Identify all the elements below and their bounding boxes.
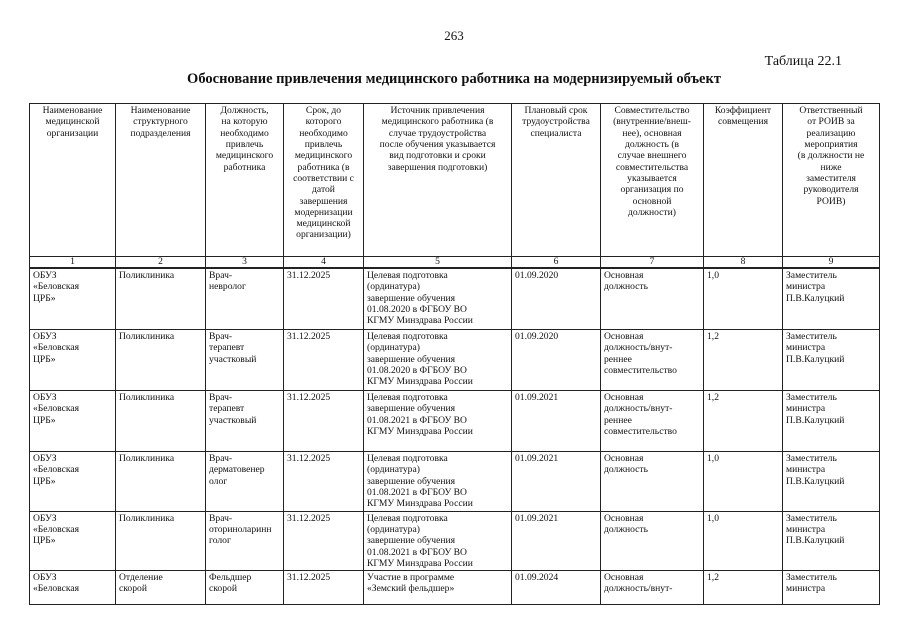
- cell-line: участковый: [209, 353, 257, 365]
- cell-line: КГМУ Минздрава России: [367, 425, 473, 437]
- position-cell: [206, 330, 284, 391]
- cell-line: завершения подготовки): [387, 161, 488, 173]
- cell-line: Заместитель: [786, 453, 837, 464]
- cell-line: модернизации: [294, 206, 353, 218]
- cell-line: совместительства: [615, 161, 689, 173]
- combination-cell: [601, 571, 704, 605]
- deadline-header: [284, 104, 364, 257]
- cell-line: Врач-: [209, 270, 233, 281]
- responsible-cell: [783, 452, 880, 512]
- cell-line: П.В.Калуцкий: [786, 292, 845, 304]
- cell-line: Поликлиника: [119, 392, 175, 403]
- planned-date-cell: [512, 452, 601, 512]
- cell-line: завершения: [299, 195, 348, 207]
- combination-cell: [601, 330, 704, 391]
- cell-line: «Беловская: [33, 464, 80, 476]
- cell-line: невролог: [209, 281, 246, 293]
- table-row: [30, 452, 880, 512]
- cell-line: «Беловская: [33, 583, 80, 595]
- column-number: 8: [704, 257, 783, 269]
- cell-line: Заместитель: [786, 572, 837, 584]
- planned-date-header: [512, 104, 601, 257]
- cell-line: «Земский фельдшер»: [367, 583, 455, 595]
- cell-line: 01.09.2024: [515, 572, 559, 584]
- cell-line: мероприятия: [804, 138, 858, 150]
- cell-line: завершение обучения: [367, 353, 456, 365]
- cell-line: нее), основная: [622, 127, 682, 139]
- cell-line: Заместитель: [786, 392, 837, 403]
- cell-line: организации: [46, 127, 99, 139]
- table-row: [30, 330, 880, 391]
- cell-line: Основная: [604, 270, 644, 281]
- cell-line: 01.09.2020: [515, 331, 559, 342]
- combination-header: [601, 104, 704, 257]
- position-cell: [206, 571, 284, 605]
- cell-line: руководителя: [803, 184, 859, 196]
- cell-line: (ординатура): [367, 342, 420, 354]
- planned-date-cell: [512, 268, 601, 330]
- document-title: Обоснование привлечения медицинского работника на модернизируемый объект: [187, 71, 721, 87]
- deadline-cell: [284, 511, 364, 571]
- cell-line: 01.09.2021: [515, 453, 559, 464]
- department-cell: [116, 452, 206, 512]
- cell-line: завершение обучения: [367, 475, 456, 487]
- organization-cell: [30, 330, 116, 391]
- cell-line: ниже: [820, 161, 842, 173]
- source-cell: [364, 330, 512, 391]
- cell-line: трудоустройства: [522, 116, 590, 128]
- cell-line: Основная: [604, 512, 644, 524]
- cell-line: ЦРБ»: [33, 414, 56, 426]
- org-name-header: [30, 104, 116, 257]
- cell-line: завершение обучения: [367, 403, 456, 415]
- cell-line: медицинского работника (в: [381, 116, 494, 128]
- cell-line: Основная: [604, 453, 644, 464]
- cell-line: Целевая подготовка: [367, 331, 448, 342]
- cell-line: (в должности не: [797, 150, 865, 162]
- cell-line: 31.12.2025: [287, 392, 331, 403]
- column-number: 2: [116, 257, 206, 269]
- deadline-cell: [284, 452, 364, 512]
- cell-line: реннее: [604, 353, 632, 365]
- cell-line: Заместитель: [786, 512, 837, 524]
- cell-line: ЦРБ»: [33, 475, 56, 487]
- cell-line: ОБУЗ: [33, 392, 57, 403]
- responsible-cell: [783, 571, 880, 605]
- planned-date-cell: [512, 571, 601, 605]
- organization-cell: [30, 391, 116, 452]
- page-number: 263: [444, 28, 464, 43]
- cell-line: Поликлиника: [119, 270, 175, 281]
- cell-line: КГМУ Минздрава России: [367, 376, 473, 388]
- table-row: [30, 511, 880, 571]
- cell-line: которого: [305, 116, 342, 128]
- coefficient-cell: [704, 391, 783, 452]
- cell-line: КГМУ Минздрава России: [367, 315, 473, 327]
- cell-line: ОБУЗ: [33, 512, 57, 524]
- column-number: 4: [284, 257, 364, 269]
- cell-line: работника: [223, 161, 266, 173]
- cell-line: Поликлиника: [119, 512, 175, 524]
- source-header: [364, 104, 512, 257]
- cell-line: (внутренние/внеш-: [613, 116, 691, 128]
- cell-line: 1,2: [707, 572, 719, 584]
- cell-line: Поликлиника: [119, 453, 175, 464]
- cell-line: П.В.Калуцкий: [786, 414, 845, 426]
- cell-line: подразделения: [130, 127, 191, 139]
- cell-line: специалиста: [530, 127, 582, 139]
- source-cell: [364, 452, 512, 512]
- column-number: 5: [364, 257, 512, 269]
- cell-line: (ординатура): [367, 523, 420, 535]
- deadline-cell: [284, 391, 364, 452]
- cell-line: организации): [296, 229, 351, 241]
- position-cell: [206, 511, 284, 571]
- cell-line: голог: [209, 535, 231, 547]
- cell-line: медицинской: [45, 116, 100, 128]
- cell-line: 31.12.2025: [287, 331, 331, 342]
- cell-line: Врач-: [209, 512, 233, 524]
- cell-line: КГМУ Минздрава России: [367, 498, 473, 510]
- table-row: [30, 391, 880, 452]
- responsible-header: [783, 104, 880, 257]
- column-number: 9: [783, 257, 880, 269]
- cell-line: необходимо: [220, 127, 269, 139]
- cell-line: ОБУЗ: [33, 572, 57, 584]
- cell-line: Источник привлечения: [390, 105, 485, 116]
- cell-line: должность (в: [624, 138, 680, 150]
- deadline-cell: [284, 571, 364, 605]
- cell-line: заместителя: [806, 172, 856, 184]
- cell-line: Участие в программе: [367, 572, 455, 584]
- cell-line: завершение обучения: [367, 292, 456, 304]
- cell-line: совместительство: [604, 425, 677, 437]
- source-cell: [364, 268, 512, 330]
- cell-line: П.В.Калуцкий: [786, 353, 845, 365]
- cell-line: после обучения указывается: [379, 138, 496, 150]
- table-row: [30, 571, 880, 605]
- coefficient-cell: [704, 571, 783, 605]
- department-cell: [116, 391, 206, 452]
- cell-line: медицинского: [215, 150, 274, 162]
- cell-line: скорой: [119, 583, 147, 595]
- column-number: 1: [30, 257, 116, 269]
- header-row: [30, 104, 880, 257]
- cell-line: вид подготовки и сроки: [389, 150, 486, 162]
- combination-cell: [601, 268, 704, 330]
- cell-line: Целевая подготовка: [367, 512, 448, 524]
- cell-line: Врач-: [209, 392, 233, 403]
- cell-line: олог: [209, 475, 228, 487]
- organization-cell: [30, 452, 116, 512]
- cell-line: 01.09.2021: [515, 392, 559, 403]
- table-label: Таблица 22.1: [764, 54, 842, 69]
- cell-line: терапевт: [209, 403, 245, 415]
- cell-line: необходимо: [299, 127, 348, 139]
- cell-line: 1,2: [707, 392, 719, 403]
- department-cell: [116, 268, 206, 330]
- cell-line: от РОИВ за: [807, 116, 855, 128]
- cell-line: П.В.Калуцкий: [786, 475, 845, 487]
- cell-line: 01.08.2021 в ФГБОУ ВО: [367, 486, 467, 498]
- cell-line: ЦРБ»: [33, 292, 56, 304]
- responsible-cell: [783, 330, 880, 391]
- cell-line: оториноларинн: [209, 523, 272, 535]
- cell-line: Заместитель: [786, 270, 837, 281]
- cell-line: 1,0: [707, 270, 719, 281]
- cell-line: Целевая подготовка: [367, 270, 448, 281]
- cell-line: медицинского: [294, 150, 353, 162]
- cell-line: 01.09.2021: [515, 512, 559, 524]
- cell-line: 1,0: [707, 512, 719, 524]
- cell-line: 01.08.2021 в ФГБОУ ВО: [367, 546, 467, 558]
- cell-line: 1,2: [707, 331, 719, 342]
- cell-line: должность/внут-: [604, 583, 673, 595]
- cell-line: должность: [604, 464, 648, 476]
- department-header: [116, 104, 206, 257]
- cell-line: должность/внут-: [604, 403, 673, 415]
- combination-cell: [601, 511, 704, 571]
- cell-line: Основная: [604, 392, 644, 403]
- source-cell: [364, 391, 512, 452]
- column-number-row: [30, 257, 880, 269]
- cell-line: структурного: [133, 116, 188, 128]
- cell-line: соответствии с: [293, 172, 354, 184]
- responsible-cell: [783, 268, 880, 330]
- cell-line: 01.09.2020: [515, 270, 559, 281]
- responsible-cell: [783, 391, 880, 452]
- coefficient-cell: [704, 452, 783, 512]
- cell-line: должность/внут-: [604, 342, 673, 354]
- planned-date-cell: [512, 511, 601, 571]
- cell-line: реализацию: [806, 127, 856, 139]
- source-cell: [364, 571, 512, 605]
- cell-line: министра: [786, 464, 826, 476]
- position-header: [206, 104, 284, 257]
- cell-line: «Беловская: [33, 523, 80, 535]
- cell-line: Врач-: [209, 331, 233, 342]
- cell-line: (ординатура): [367, 464, 420, 476]
- cell-line: должность: [604, 523, 648, 535]
- cell-line: Целевая подготовка: [367, 453, 448, 464]
- organization-cell: [30, 571, 116, 605]
- cell-line: ЦРБ»: [33, 353, 56, 365]
- cell-line: основной: [632, 195, 672, 207]
- cell-line: Целевая подготовка: [367, 392, 448, 403]
- cell-line: случае трудоустройства: [388, 127, 487, 139]
- cell-line: терапевт: [209, 342, 245, 354]
- planned-date-cell: [512, 330, 601, 391]
- cell-line: совмещения: [717, 116, 769, 128]
- cell-line: Должность,: [220, 105, 269, 116]
- cell-line: П.В.Калуцкий: [786, 535, 845, 547]
- cell-line: должности): [628, 206, 676, 218]
- coefficient-cell: [704, 511, 783, 571]
- cell-line: министра: [786, 342, 826, 354]
- cell-line: работника (в: [297, 161, 350, 173]
- cell-line: 01.08.2020 в ФГБОУ ВО: [367, 303, 467, 315]
- cell-line: Коэффициент: [714, 105, 772, 116]
- cell-line: 01.08.2020 в ФГБОУ ВО: [367, 364, 467, 376]
- responsible-cell: [783, 511, 880, 571]
- cell-line: привлечь: [225, 138, 264, 150]
- cell-line: Совместительство: [614, 105, 690, 116]
- cell-line: 1,0: [707, 453, 719, 464]
- cell-line: Фельдшер: [209, 572, 252, 584]
- cell-line: (ординатура): [367, 281, 420, 293]
- planned-date-cell: [512, 391, 601, 452]
- cell-line: указывается: [627, 172, 677, 184]
- cell-line: Врач-: [209, 453, 233, 464]
- cell-line: 31.12.2025: [287, 512, 331, 524]
- position-cell: [206, 452, 284, 512]
- cell-line: на которую: [221, 116, 268, 128]
- cell-line: 31.12.2025: [287, 572, 331, 584]
- cell-line: Отделение: [119, 572, 163, 584]
- department-cell: [116, 330, 206, 391]
- cell-line: министра: [786, 523, 826, 535]
- combination-cell: [601, 391, 704, 452]
- cell-line: дерматовенер: [209, 464, 265, 476]
- position-cell: [206, 268, 284, 330]
- cell-line: «Беловская: [33, 403, 80, 415]
- coefficient-header: [704, 104, 783, 257]
- cell-line: РОИВ): [816, 195, 846, 207]
- cell-line: Срок, до: [305, 105, 342, 116]
- table-body: [30, 268, 880, 605]
- position-cell: [206, 391, 284, 452]
- cell-line: 01.08.2021 в ФГБОУ ВО: [367, 414, 467, 426]
- source-cell: [364, 511, 512, 571]
- cell-line: организация по: [620, 184, 684, 196]
- cell-line: Плановый срок: [524, 105, 588, 116]
- deadline-cell: [284, 330, 364, 391]
- cell-line: скорой: [209, 583, 237, 595]
- cell-line: Ответственный: [799, 105, 863, 116]
- cell-line: случае внешнего: [617, 150, 687, 162]
- coefficient-cell: [704, 268, 783, 330]
- cell-line: Наименование: [130, 105, 191, 116]
- cell-line: ОБУЗ: [33, 453, 57, 464]
- cell-line: КГМУ Минздрава России: [367, 557, 473, 569]
- cell-line: Основная: [604, 572, 644, 584]
- cell-line: министра: [786, 281, 826, 293]
- cell-line: «Беловская: [33, 342, 80, 354]
- cell-line: Наименование: [42, 105, 103, 116]
- cell-line: совместительство: [604, 364, 677, 376]
- cell-line: ЦРБ»: [33, 535, 56, 547]
- cell-line: 31.12.2025: [287, 270, 331, 281]
- cell-line: ОБУЗ: [33, 270, 57, 281]
- cell-line: привлечь: [304, 138, 343, 150]
- cell-line: Поликлиника: [119, 331, 175, 342]
- cell-line: реннее: [604, 414, 632, 426]
- cell-line: ОБУЗ: [33, 331, 57, 342]
- combination-cell: [601, 452, 704, 512]
- column-number: 6: [512, 257, 601, 269]
- cell-line: медицинской: [296, 218, 351, 230]
- cell-line: должность: [604, 281, 648, 293]
- department-cell: [116, 571, 206, 605]
- coefficient-cell: [704, 330, 783, 391]
- cell-line: датой: [312, 184, 335, 196]
- organization-cell: [30, 511, 116, 571]
- department-cell: [116, 511, 206, 571]
- staffing-table: [29, 103, 880, 605]
- cell-line: завершение обучения: [367, 535, 456, 547]
- cell-line: министра: [786, 583, 826, 595]
- deadline-cell: [284, 268, 364, 330]
- cell-line: министра: [786, 403, 826, 415]
- cell-line: участковый: [209, 414, 257, 426]
- column-number: 3: [206, 257, 284, 269]
- cell-line: «Беловская: [33, 281, 80, 293]
- cell-line: 31.12.2025: [287, 453, 331, 464]
- table-row: [30, 268, 880, 330]
- organization-cell: [30, 268, 116, 330]
- cell-line: Заместитель: [786, 331, 837, 342]
- cell-line: Основная: [604, 331, 644, 342]
- column-number: 7: [601, 257, 704, 269]
